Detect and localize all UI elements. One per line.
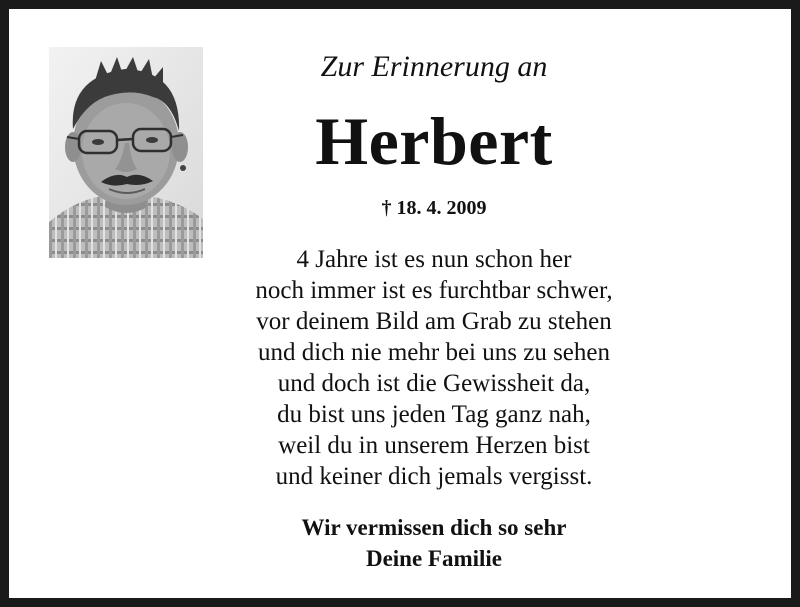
death-date: † 18. 4. 2009	[381, 197, 487, 219]
portrait-icon	[49, 47, 203, 258]
memorial-subtitle: Zur Erinnerung an	[320, 50, 548, 83]
family-signature: Deine Familie	[365, 546, 503, 571]
poem-line: und keiner dich jemals vergisst.	[275, 463, 593, 490]
poem-line: vor deinem Bild am Grab zu stehen	[256, 308, 612, 335]
poem-line: und dich nie mehr bei uns zu sehen	[258, 339, 610, 366]
portrait-photo	[49, 47, 203, 258]
poem-line: noch immer ist es furchtbar schwer,	[255, 277, 613, 304]
poem-line: und doch ist die Gewissheit da,	[277, 370, 591, 397]
deceased-name: Herbert	[315, 103, 553, 179]
closing-line: Wir vermissen dich so sehr	[301, 515, 567, 540]
poem-line: 4 Jahre ist es nun schon her	[296, 246, 572, 273]
memorial-poem	[159, 244, 709, 492]
poem-line: du bist uns jeden Tag ganz nah,	[277, 401, 591, 428]
poem-line: weil du in unserem Herzen bist	[278, 432, 590, 459]
closing-message	[159, 512, 709, 574]
